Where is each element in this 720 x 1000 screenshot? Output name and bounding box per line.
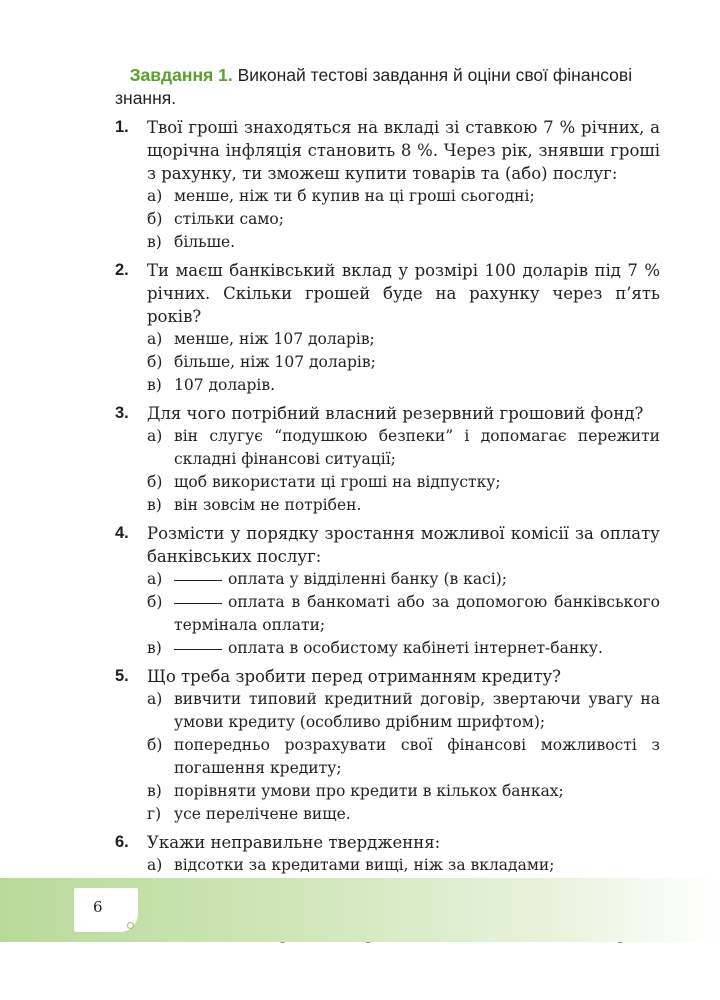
option-letter: а) bbox=[147, 330, 163, 348]
option bbox=[147, 328, 660, 351]
option-text: оплата в банкоматі або за допомогою банківського термінала оплати; bbox=[174, 593, 660, 634]
question-text: Твої гроші знаходяться на вкладі зі ставкою 7 % річних, а щорічна інфляція становить 8 %. Через рік, знявши гроші з рахунку, ти зможеш купити товарів та (або) послуг: bbox=[147, 118, 660, 183]
option bbox=[147, 854, 660, 877]
option bbox=[147, 494, 660, 517]
option-text: щоб використати ці гроші на відпустку; bbox=[174, 473, 501, 491]
option bbox=[147, 803, 660, 826]
task-label: Завдання 1. bbox=[129, 65, 233, 85]
option-text: попередньо розрахувати свої фінансові можливості з погашення кредиту; bbox=[174, 736, 660, 777]
option-text: менше, ніж ти б купив на ці гроші сьогодні; bbox=[174, 187, 535, 205]
option-text: вивчити типовий кредитний договір, звертаючи увагу на умови кредиту (особливо дрібним шрифтом); bbox=[174, 690, 660, 731]
option-letter: б) bbox=[147, 210, 163, 228]
question-text: Ти маєш банківський вклад у розмірі 100 доларів під 7 % річних. Скільки грошей буде на рахунку через п’ять років? bbox=[147, 261, 660, 326]
decorative-dot bbox=[127, 922, 134, 929]
option bbox=[147, 688, 660, 734]
option-letter: а) bbox=[147, 856, 163, 874]
option bbox=[147, 734, 660, 780]
option-text: він зовсім не потрібен. bbox=[174, 496, 362, 514]
option-text: усе перелічене вище. bbox=[174, 805, 351, 823]
option-letter: а) bbox=[147, 427, 163, 445]
option-letter: а) bbox=[147, 187, 163, 205]
option-text: відсотки за кредитами вищі, ніж за вкладами; bbox=[174, 856, 555, 874]
question-text: Для чого потрібний власний резервний грошовий фонд? bbox=[147, 404, 644, 423]
option-letter: в) bbox=[147, 639, 162, 657]
option-text: 107 доларів. bbox=[174, 376, 276, 394]
option-letter: в) bbox=[147, 782, 162, 800]
question-4 bbox=[115, 522, 660, 660]
option bbox=[147, 780, 660, 803]
option-text: оплата у відділенні банку (в касі); bbox=[228, 570, 508, 588]
question-number: 3. bbox=[115, 404, 129, 422]
option-letter: г) bbox=[147, 805, 162, 823]
question-number: 1. bbox=[115, 118, 129, 136]
option bbox=[147, 185, 660, 208]
question-5 bbox=[115, 665, 660, 826]
question-text: Укажи неправильне твердження: bbox=[147, 833, 441, 852]
question-1 bbox=[115, 116, 660, 254]
option-letter: а) bbox=[147, 690, 163, 708]
question-number: 4. bbox=[115, 524, 129, 542]
option bbox=[147, 471, 660, 494]
question-2 bbox=[115, 259, 660, 397]
question-number: 5. bbox=[115, 667, 129, 685]
question-text: Що треба зробити перед отриманням кредиту? bbox=[147, 667, 562, 686]
option-letter: б) bbox=[147, 736, 163, 754]
option-text: більше, ніж 107 доларів; bbox=[174, 353, 376, 371]
task-intro bbox=[115, 64, 660, 110]
question-number: 2. bbox=[115, 261, 129, 279]
page-content bbox=[115, 64, 660, 946]
option-letter: б) bbox=[147, 473, 163, 491]
option bbox=[147, 231, 660, 254]
question-text: Розмісти у порядку зростання можливої комісії за оплату банківських послуг: bbox=[147, 524, 660, 566]
option bbox=[147, 568, 660, 591]
answer-blank[interactable] bbox=[174, 579, 222, 581]
option-letter: а) bbox=[147, 570, 163, 588]
option bbox=[147, 374, 660, 397]
task-text: Виконай тестові завдання й оціни свої фінансові знання. bbox=[115, 65, 633, 108]
page-number: 6 bbox=[93, 898, 103, 916]
option bbox=[147, 637, 660, 660]
option bbox=[147, 351, 660, 374]
option-letter: б) bbox=[147, 593, 163, 611]
option-text: оплата в особистому кабінеті інтернет-банку. bbox=[228, 639, 603, 657]
option bbox=[147, 208, 660, 231]
option-letter: в) bbox=[147, 233, 162, 251]
question-3 bbox=[115, 402, 660, 517]
option-text: менше, ніж 107 доларів; bbox=[174, 330, 375, 348]
option bbox=[147, 591, 660, 637]
answer-blank[interactable] bbox=[174, 648, 222, 650]
option bbox=[147, 425, 660, 471]
answer-blank[interactable] bbox=[174, 602, 222, 604]
option-letter: б) bbox=[147, 353, 163, 371]
option-text: порівняти умови про кредити в кількох банках; bbox=[174, 782, 564, 800]
option-text: стільки само; bbox=[174, 210, 284, 228]
option-text: він слугує “подушкою безпеки” і допомагає пережити складні фінансові ситуації; bbox=[174, 427, 660, 468]
option-letter: в) bbox=[147, 376, 162, 394]
question-number: 6. bbox=[115, 833, 129, 851]
option-text: більше. bbox=[174, 233, 236, 251]
option-letter: в) bbox=[147, 496, 162, 514]
